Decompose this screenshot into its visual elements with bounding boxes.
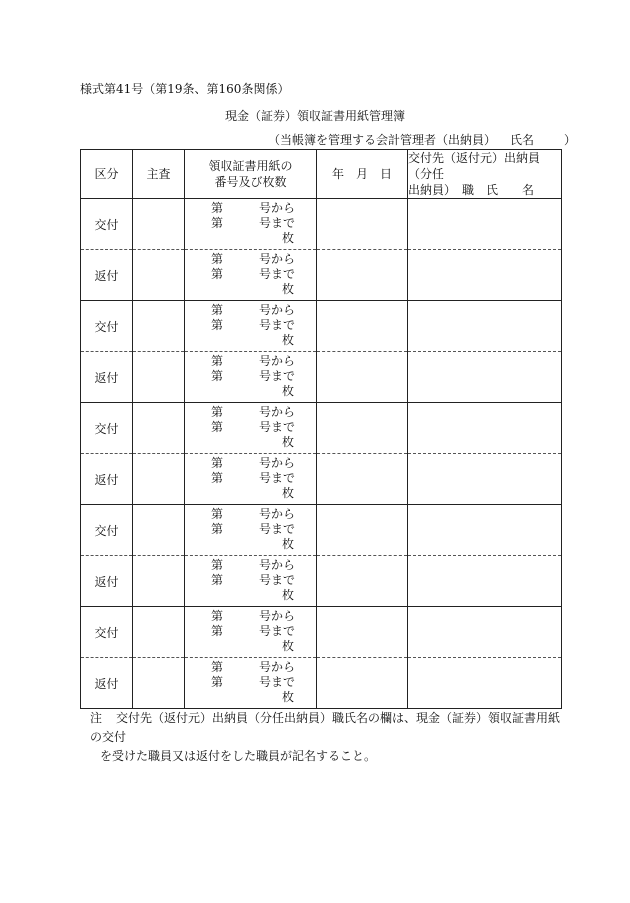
recipient-cell[interactable] xyxy=(408,505,562,556)
date-cell[interactable] xyxy=(317,505,408,556)
dai-label: 第 xyxy=(211,201,224,215)
number-cell[interactable] xyxy=(185,607,317,658)
shusa-cell[interactable] xyxy=(133,250,185,301)
mai-label: 枚 xyxy=(282,486,295,500)
table-row xyxy=(81,658,562,709)
shusa-cell[interactable] xyxy=(133,403,185,454)
mai-label: 枚 xyxy=(282,282,295,296)
manager-suffix: ） xyxy=(564,133,577,147)
date-cell[interactable] xyxy=(317,250,408,301)
table-row xyxy=(81,505,562,556)
table-row xyxy=(81,250,562,301)
header-recipient-line2: 出納員） 職 氏 名 xyxy=(408,183,535,197)
dai-label: 第 xyxy=(211,573,224,587)
from-label: 号から xyxy=(259,558,296,572)
mai-label: 枚 xyxy=(282,690,295,704)
manager-name-label: 氏名 xyxy=(510,133,535,147)
footnote-mark: 注 xyxy=(90,711,103,725)
dai-label: 第 xyxy=(211,522,224,536)
table-row xyxy=(81,607,562,658)
mai-label: 枚 xyxy=(282,333,295,347)
footnote-line2: を受けた職員又は返付をした職員が記名すること。 xyxy=(100,749,377,763)
from-label: 号から xyxy=(259,252,296,266)
dai-label: 第 xyxy=(211,369,224,383)
recipient-cell[interactable] xyxy=(408,403,562,454)
number-cell[interactable] xyxy=(185,199,317,250)
from-label: 号から xyxy=(259,201,296,215)
shusa-cell[interactable] xyxy=(133,301,185,352)
dai-label: 第 xyxy=(211,456,224,470)
shusa-cell[interactable] xyxy=(133,505,185,556)
recipient-cell[interactable] xyxy=(408,250,562,301)
date-cell[interactable] xyxy=(317,556,408,607)
form-number: 様式第41号（第19条、第160条関係） xyxy=(80,82,290,96)
recipient-cell[interactable] xyxy=(408,658,562,709)
kubun-cell: 交付 xyxy=(81,301,133,352)
table-row xyxy=(81,301,562,352)
number-cell[interactable] xyxy=(185,301,317,352)
dai-label: 第 xyxy=(211,558,224,572)
date-cell[interactable] xyxy=(317,352,408,403)
number-cell[interactable] xyxy=(185,556,317,607)
dai-label: 第 xyxy=(211,420,224,434)
table-row xyxy=(81,352,562,403)
to-label: 号まで xyxy=(259,267,296,281)
kubun-cell: 返付 xyxy=(81,454,133,505)
recipient-cell[interactable] xyxy=(408,352,562,403)
to-label: 号まで xyxy=(259,318,296,332)
kubun-cell: 返付 xyxy=(81,556,133,607)
footnote-line1: 交付先（返付元）出納員（分任出納員）職氏名の欄は、現金（証券）領収証書用紙の交付 xyxy=(90,711,561,744)
recipient-cell[interactable] xyxy=(408,301,562,352)
date-cell[interactable] xyxy=(317,199,408,250)
date-cell[interactable] xyxy=(317,658,408,709)
mai-label: 枚 xyxy=(282,435,295,449)
recipient-cell[interactable] xyxy=(408,556,562,607)
to-label: 号まで xyxy=(259,369,296,383)
to-label: 号まで xyxy=(259,216,296,230)
number-cell[interactable] xyxy=(185,250,317,301)
manager-prefix: （当帳簿を管理する会計管理者（出納員） xyxy=(268,133,497,147)
from-label: 号から xyxy=(259,405,296,419)
ledger-body xyxy=(81,199,562,709)
ledger-table xyxy=(80,149,562,709)
manager-line xyxy=(268,131,576,148)
dai-label: 第 xyxy=(211,507,224,521)
mai-label: 枚 xyxy=(282,231,295,245)
dai-label: 第 xyxy=(211,675,224,689)
to-label: 号まで xyxy=(259,573,296,587)
header-row xyxy=(81,150,562,199)
recipient-cell[interactable] xyxy=(408,199,562,250)
shusa-cell[interactable] xyxy=(133,199,185,250)
to-label: 号まで xyxy=(259,522,296,536)
dai-label: 第 xyxy=(211,624,224,638)
shusa-cell[interactable] xyxy=(133,556,185,607)
date-cell[interactable] xyxy=(317,607,408,658)
mai-label: 枚 xyxy=(282,537,295,551)
kubun-cell: 交付 xyxy=(81,403,133,454)
dai-label: 第 xyxy=(211,267,224,281)
to-label: 号まで xyxy=(259,471,296,485)
shusa-cell[interactable] xyxy=(133,352,185,403)
to-label: 号まで xyxy=(259,624,296,638)
table-row xyxy=(81,199,562,250)
kubun-cell: 返付 xyxy=(81,250,133,301)
dai-label: 第 xyxy=(211,660,224,674)
header-kubun: 区分 xyxy=(81,150,133,199)
header-date: 年 月 日 xyxy=(317,150,408,199)
dai-label: 第 xyxy=(211,303,224,317)
from-label: 号から xyxy=(259,456,296,470)
number-cell[interactable] xyxy=(185,403,317,454)
mai-label: 枚 xyxy=(282,384,295,398)
kubun-cell: 交付 xyxy=(81,199,133,250)
number-cell[interactable] xyxy=(185,505,317,556)
page-title: 現金（証券）領収証書用紙管理簿 xyxy=(224,109,405,123)
recipient-cell[interactable] xyxy=(408,454,562,505)
to-label: 号まで xyxy=(259,420,296,434)
dai-label: 第 xyxy=(211,318,224,332)
dai-label: 第 xyxy=(211,354,224,368)
number-cell[interactable] xyxy=(185,454,317,505)
table-row xyxy=(81,454,562,505)
footnote xyxy=(90,709,570,766)
from-label: 号から xyxy=(259,303,296,317)
from-label: 号から xyxy=(259,354,296,368)
to-label: 号まで xyxy=(259,675,296,689)
kubun-cell: 交付 xyxy=(81,607,133,658)
header-number-line2: 番号及び枚数 xyxy=(214,175,287,189)
number-cell[interactable] xyxy=(185,658,317,709)
dai-label: 第 xyxy=(211,471,224,485)
from-label: 号から xyxy=(259,609,296,623)
dai-label: 第 xyxy=(211,252,224,266)
dai-label: 第 xyxy=(211,405,224,419)
shusa-cell[interactable] xyxy=(133,607,185,658)
dai-label: 第 xyxy=(211,216,224,230)
kubun-cell: 返付 xyxy=(81,658,133,709)
header-number xyxy=(185,150,317,199)
header-shusa: 主査 xyxy=(133,150,185,199)
kubun-cell: 交付 xyxy=(81,505,133,556)
table-row xyxy=(81,556,562,607)
header-recipient-line1: 交付先（返付元）出納員（分任 xyxy=(408,151,541,181)
date-cell[interactable] xyxy=(317,403,408,454)
kubun-cell: 返付 xyxy=(81,352,133,403)
from-label: 号から xyxy=(259,507,296,521)
mai-label: 枚 xyxy=(282,639,295,653)
table-row xyxy=(81,403,562,454)
from-label: 号から xyxy=(259,660,296,674)
mai-label: 枚 xyxy=(282,588,295,602)
date-cell[interactable] xyxy=(317,454,408,505)
header-number-line1: 領収証書用紙の xyxy=(208,159,293,173)
date-cell[interactable] xyxy=(317,301,408,352)
recipient-cell[interactable] xyxy=(408,607,562,658)
header-recipient xyxy=(408,150,562,199)
shusa-cell[interactable] xyxy=(133,454,185,505)
dai-label: 第 xyxy=(211,609,224,623)
shusa-cell[interactable] xyxy=(133,658,185,709)
number-cell[interactable] xyxy=(185,352,317,403)
